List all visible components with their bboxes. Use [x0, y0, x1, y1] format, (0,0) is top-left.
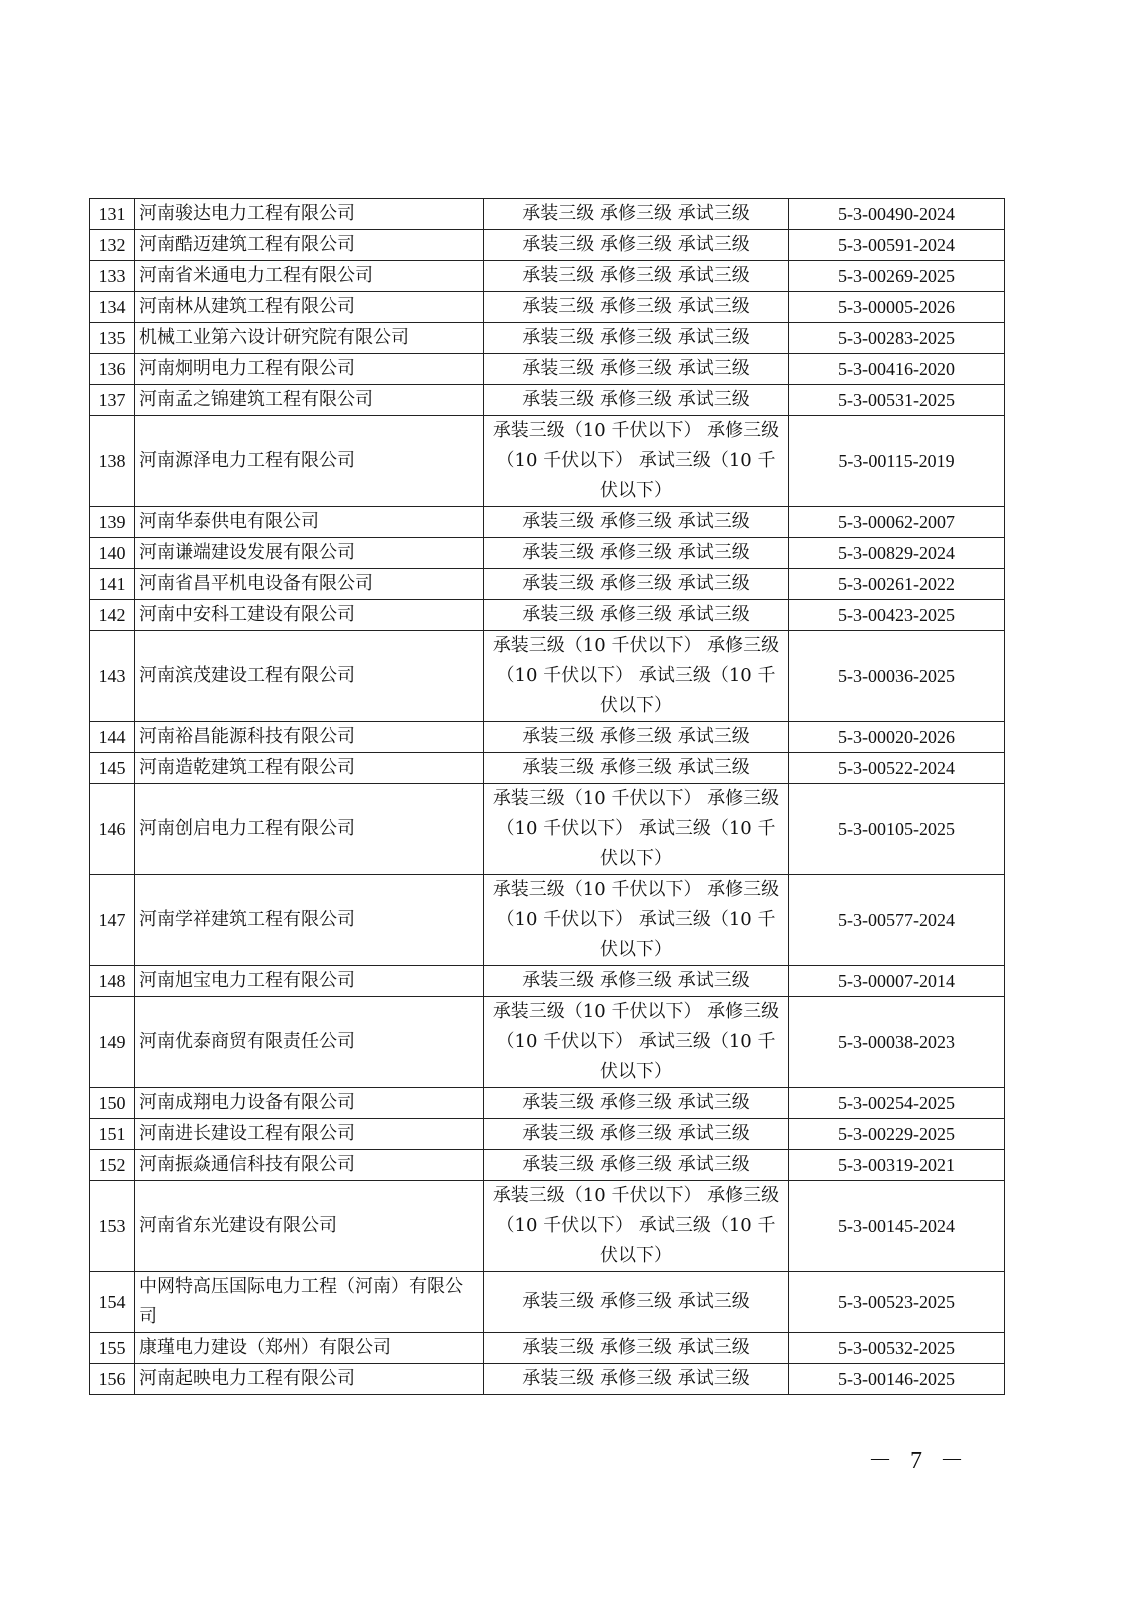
table-row [90, 1272, 1005, 1333]
certificate-number: 5-3-00261-2022 [789, 569, 1005, 600]
company-name: 河南成翔电力设备有限公司 [135, 1088, 484, 1119]
company-name: 河南省米通电力工程有限公司 [135, 261, 484, 292]
company-name: 河南振焱通信科技有限公司 [135, 1150, 484, 1181]
company-name: 康瑾电力建设（郑州）有限公司 [135, 1333, 484, 1364]
row-number: 144 [90, 722, 135, 753]
license-table [89, 198, 1005, 1395]
table-row [90, 600, 1005, 631]
certificate-number: 5-3-00020-2026 [789, 722, 1005, 753]
row-number: 153 [90, 1181, 135, 1272]
certificate-number: 5-3-00416-2020 [789, 354, 1005, 385]
table-row [90, 753, 1005, 784]
certificate-number: 5-3-00146-2025 [789, 1364, 1005, 1395]
certificate-number: 5-3-00038-2023 [789, 997, 1005, 1088]
certificate-number: 5-3-00007-2014 [789, 966, 1005, 997]
table-row [90, 538, 1005, 569]
qualification-level: 承装三级（10 千伏以下） 承修三级（10 千伏以下） 承试三级（10 千伏以下） [484, 416, 789, 507]
company-name: 河南滨茂建设工程有限公司 [135, 631, 484, 722]
qualification-level: 承装三级（10 千伏以下） 承修三级（10 千伏以下） 承试三级（10 千伏以下） [484, 1181, 789, 1272]
row-number: 131 [90, 199, 135, 230]
company-name: 河南造乾建筑工程有限公司 [135, 753, 484, 784]
qualification-level: 承装三级 承修三级 承试三级 [484, 354, 789, 385]
company-name: 河南创启电力工程有限公司 [135, 784, 484, 875]
company-name: 河南孟之锦建筑工程有限公司 [135, 385, 484, 416]
table-row [90, 784, 1005, 875]
certificate-number: 5-3-00105-2025 [789, 784, 1005, 875]
row-number: 142 [90, 600, 135, 631]
company-name: 河南林从建筑工程有限公司 [135, 292, 484, 323]
qualification-level: 承装三级（10 千伏以下） 承修三级（10 千伏以下） 承试三级（10 千伏以下） [484, 875, 789, 966]
qualification-level: 承装三级 承修三级 承试三级 [484, 292, 789, 323]
row-number: 141 [90, 569, 135, 600]
row-number: 151 [90, 1119, 135, 1150]
certificate-number: 5-3-00005-2026 [789, 292, 1005, 323]
certificate-number: 5-3-00423-2025 [789, 600, 1005, 631]
qualification-level: 承装三级（10 千伏以下） 承修三级（10 千伏以下） 承试三级（10 千伏以下） [484, 997, 789, 1088]
certificate-number: 5-3-00532-2025 [789, 1333, 1005, 1364]
company-name: 河南中安科工建设有限公司 [135, 600, 484, 631]
certificate-number: 5-3-00062-2007 [789, 507, 1005, 538]
qualification-level: 承装三级 承修三级 承试三级 [484, 323, 789, 354]
qualification-level: 承装三级 承修三级 承试三级 [484, 1088, 789, 1119]
company-name: 河南起映电力工程有限公司 [135, 1364, 484, 1395]
row-number: 140 [90, 538, 135, 569]
row-number: 156 [90, 1364, 135, 1395]
row-number: 134 [90, 292, 135, 323]
row-number: 133 [90, 261, 135, 292]
certificate-number: 5-3-00283-2025 [789, 323, 1005, 354]
table-row [90, 1181, 1005, 1272]
row-number: 149 [90, 997, 135, 1088]
table-row [90, 507, 1005, 538]
row-number: 147 [90, 875, 135, 966]
qualification-level: 承装三级 承修三级 承试三级 [484, 569, 789, 600]
company-name: 机械工业第六设计研究院有限公司 [135, 323, 484, 354]
table-row [90, 1088, 1005, 1119]
row-number: 152 [90, 1150, 135, 1181]
qualification-level: 承装三级 承修三级 承试三级 [484, 199, 789, 230]
table-row [90, 354, 1005, 385]
certificate-number: 5-3-00829-2024 [789, 538, 1005, 569]
qualification-level: 承装三级 承修三级 承试三级 [484, 1272, 789, 1333]
qualification-level: 承装三级 承修三级 承试三级 [484, 600, 789, 631]
certificate-number: 5-3-00490-2024 [789, 199, 1005, 230]
qualification-level: 承装三级 承修三级 承试三级 [484, 1119, 789, 1150]
row-number: 135 [90, 323, 135, 354]
row-number: 138 [90, 416, 135, 507]
certificate-number: 5-3-00523-2025 [789, 1272, 1005, 1333]
qualification-level: 承装三级 承修三级 承试三级 [484, 1364, 789, 1395]
qualification-level: 承装三级 承修三级 承试三级 [484, 966, 789, 997]
table-row [90, 1364, 1005, 1395]
license-table-body [90, 199, 1005, 1395]
company-name: 河南华泰供电有限公司 [135, 507, 484, 538]
row-number: 154 [90, 1272, 135, 1333]
table-row [90, 230, 1005, 261]
table-row [90, 966, 1005, 997]
certificate-number: 5-3-00577-2024 [789, 875, 1005, 966]
company-name: 河南酷迈建筑工程有限公司 [135, 230, 484, 261]
table-row [90, 631, 1005, 722]
table-row [90, 199, 1005, 230]
table-row [90, 569, 1005, 600]
table-row [90, 416, 1005, 507]
company-name: 河南骏达电力工程有限公司 [135, 199, 484, 230]
company-name: 河南优泰商贸有限责任公司 [135, 997, 484, 1088]
row-number: 146 [90, 784, 135, 875]
table-row [90, 1150, 1005, 1181]
qualification-level: 承装三级 承修三级 承试三级 [484, 1333, 789, 1364]
table-row [90, 997, 1005, 1088]
company-name: 中网特高压国际电力工程（河南）有限公司 [135, 1272, 484, 1333]
row-number: 132 [90, 230, 135, 261]
company-name: 河南裕昌能源科技有限公司 [135, 722, 484, 753]
row-number: 148 [90, 966, 135, 997]
qualification-level: 承装三级 承修三级 承试三级 [484, 261, 789, 292]
company-name: 河南进长建设工程有限公司 [135, 1119, 484, 1150]
certificate-number: 5-3-00254-2025 [789, 1088, 1005, 1119]
qualification-level: 承装三级 承修三级 承试三级 [484, 385, 789, 416]
company-name: 河南省昌平机电设备有限公司 [135, 569, 484, 600]
row-number: 136 [90, 354, 135, 385]
certificate-number: 5-3-00522-2024 [789, 753, 1005, 784]
page-number: － 7 － [868, 1448, 970, 1474]
certificate-number: 5-3-00591-2024 [789, 230, 1005, 261]
certificate-number: 5-3-00269-2025 [789, 261, 1005, 292]
qualification-level: 承装三级 承修三级 承试三级 [484, 1150, 789, 1181]
company-name: 河南炯明电力工程有限公司 [135, 354, 484, 385]
certificate-number: 5-3-00036-2025 [789, 631, 1005, 722]
certificate-number: 5-3-00115-2019 [789, 416, 1005, 507]
qualification-level: 承装三级 承修三级 承试三级 [484, 230, 789, 261]
table-row [90, 1333, 1005, 1364]
company-name: 河南谦端建设发展有限公司 [135, 538, 484, 569]
certificate-number: 5-3-00531-2025 [789, 385, 1005, 416]
company-name: 河南源泽电力工程有限公司 [135, 416, 484, 507]
row-number: 137 [90, 385, 135, 416]
certificate-number: 5-3-00319-2021 [789, 1150, 1005, 1181]
company-name: 河南省东光建设有限公司 [135, 1181, 484, 1272]
certificate-number: 5-3-00145-2024 [789, 1181, 1005, 1272]
row-number: 155 [90, 1333, 135, 1364]
certificate-number: 5-3-00229-2025 [789, 1119, 1005, 1150]
table-row [90, 722, 1005, 753]
row-number: 150 [90, 1088, 135, 1119]
row-number: 143 [90, 631, 135, 722]
table-row [90, 292, 1005, 323]
table-row [90, 261, 1005, 292]
qualification-level: 承装三级 承修三级 承试三级 [484, 753, 789, 784]
table-row [90, 385, 1005, 416]
row-number: 145 [90, 753, 135, 784]
table-row [90, 875, 1005, 966]
qualification-level: 承装三级 承修三级 承试三级 [484, 722, 789, 753]
company-name: 河南旭宝电力工程有限公司 [135, 966, 484, 997]
table-row [90, 323, 1005, 354]
company-name: 河南学祥建筑工程有限公司 [135, 875, 484, 966]
qualification-level: 承装三级（10 千伏以下） 承修三级（10 千伏以下） 承试三级（10 千伏以下） [484, 631, 789, 722]
row-number: 139 [90, 507, 135, 538]
table-row [90, 1119, 1005, 1150]
qualification-level: 承装三级 承修三级 承试三级 [484, 538, 789, 569]
qualification-level: 承装三级 承修三级 承试三级 [484, 507, 789, 538]
qualification-level: 承装三级（10 千伏以下） 承修三级（10 千伏以下） 承试三级（10 千伏以下） [484, 784, 789, 875]
